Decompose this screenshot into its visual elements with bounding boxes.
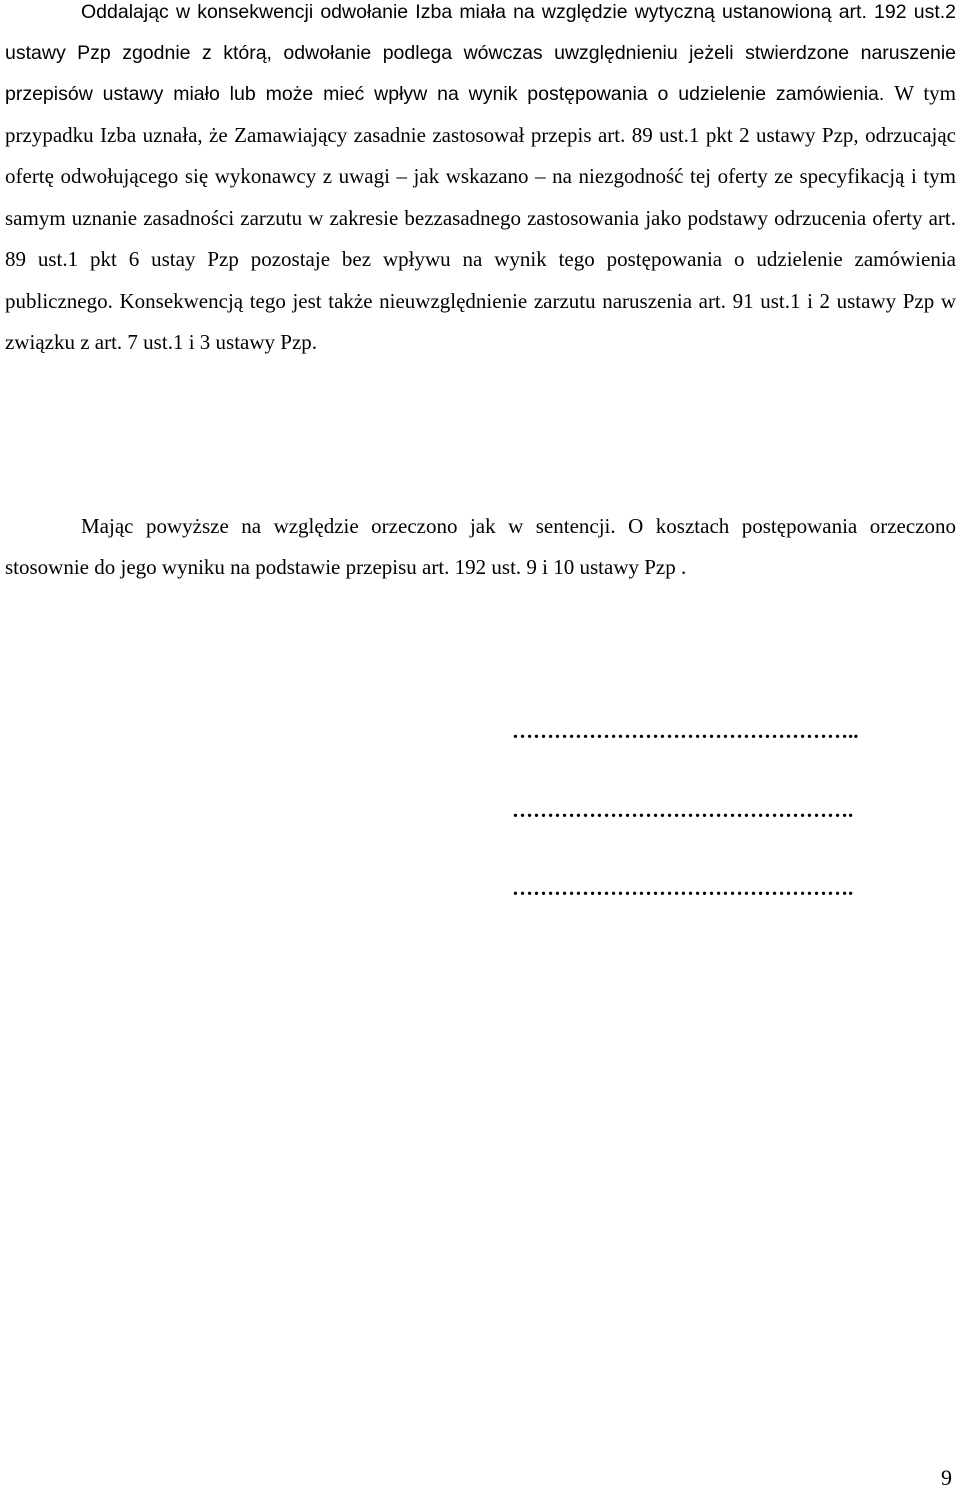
signature-line-1: ………………………………………….. (512, 719, 859, 743)
paragraph-reasoning (5, 0, 956, 364)
page-number: 9 (941, 1465, 952, 1490)
paragraph-reasoning-serif-text: W tym przypadku Izba uznała, że Zamawiający zasadnie zastosował przepis art. 89 ust.1 pkt 2 ustawy Pzp, odrzucając ofertę odwołującego się wykonawcy z uwagi – jak wskazano – na niezgodność tej oferty ze specyfikacją i tym samym uznanie zasadności zarzutu w zakresie bezzasadnego zastosowania jako podstawy odrzucenia oferty art. 89 ust.1 pkt 6 ustay Pzp pozostaje bez wpływu na wynik tego postępowania o udzielenie zamówienia publicznego. Konsekwencją tego jest także nieuwzględnienie zarzutu naruszenia art. 91 ust.1 i 2 ustawy Pzp w związku z art. 7 ust.1 i 3 ustawy Pzp. (5, 81, 956, 354)
signature-line-2: …………………………………………. (512, 798, 854, 822)
paragraph-costs: Mając powyższe na względzie orzeczono jak w sentencji. O kosztach postępowania orzeczono stosownie do jego wyniku na podstawie przepisu art. 192 ust. 9 i 10 ustawy Pzp . (5, 514, 956, 579)
paragraph-reasoning-sans-text: Oddalając w konsekwencji odwołanie Izba miała na względzie wytyczną ustanowioną art. 192 ust.2 ustawy Pzp zgodnie z którą, odwołanie podlega wówczas uwzględnieniu jeżeli stwierdzone naruszenie przepisów ustawy miało lub może mieć wpływ na wynik postępowania o udzielenie zamówienia. (5, 1, 956, 105)
signature-line-3: …………………………………………. (512, 876, 854, 900)
